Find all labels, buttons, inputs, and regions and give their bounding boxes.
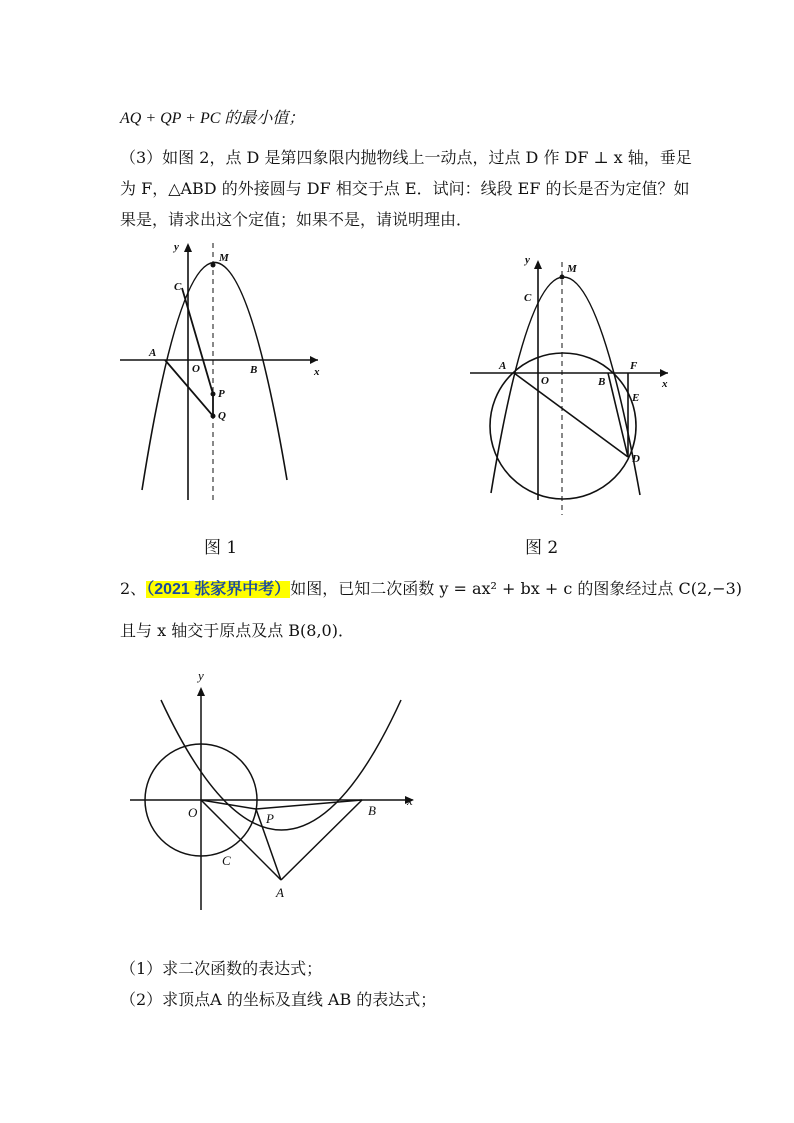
text-line-3: 为 F，△ABD 的外接圆与 DF 相交于点 E．试问：线段 EF 的长是否为定值？如 (120, 179, 690, 198)
fig1-label-y: y (174, 241, 179, 253)
fig1-label-B: B (250, 364, 258, 376)
fig2-label-E: E (632, 392, 640, 404)
fig2-x-arrow (660, 369, 668, 377)
fig2-y-arrow (534, 260, 542, 269)
figure-2-caption: 图 2 (525, 538, 559, 558)
fig1-point-P (211, 392, 216, 397)
fig1-label-M: M (219, 252, 229, 264)
fig1-label-Q: Q (218, 410, 226, 422)
fig3-label-B: B (368, 803, 376, 818)
fig1-y-arrow (184, 243, 192, 252)
fig2-label-O: O (541, 375, 549, 387)
fig3-segment-PB (256, 800, 362, 809)
question-2-source-tag: （2021 张家界中考） (146, 581, 291, 598)
subquestion-1: （1）求二次函数的表达式； (120, 959, 323, 978)
fig1-x-arrow (310, 356, 318, 364)
fig2-circumcircle (490, 353, 636, 499)
fig2-label-F: F (630, 360, 638, 372)
fig2-label-B: B (598, 376, 606, 388)
fig2-label-C: C (524, 292, 532, 304)
figure-3 (130, 687, 414, 910)
fig2-label-M: M (567, 263, 577, 275)
fig3-label-C: C (222, 853, 231, 868)
fig3-label-A: A (276, 885, 284, 900)
question-2-number: 2、 (120, 579, 147, 598)
fig3-label-x: x (407, 793, 413, 808)
fig3-label-O: O (188, 805, 198, 820)
question-2-line-1 (120, 576, 742, 599)
fig1-parabola (142, 262, 287, 490)
fig3-label-P: P (266, 811, 274, 826)
fig1-label-A: A (149, 347, 157, 359)
text-line-2: （3）如图 2，点 D 是第四象限内抛物线上一动点，过点 D 作 DF ⊥ x 轴，垂足 (120, 148, 692, 167)
figure-1 (120, 243, 318, 500)
question-2-line-2: 且与 x 轴交于原点及点 B(8,0)． (120, 621, 354, 640)
fig1-label-O: O (192, 363, 200, 375)
figure-1-caption: 图 1 (204, 538, 238, 558)
fig1-point-M (211, 263, 216, 268)
fig1-path-AQPC (165, 288, 213, 416)
fig3-label-y: y (198, 668, 204, 683)
fig1-label-C: C (174, 281, 182, 293)
fig2-label-A: A (499, 360, 507, 372)
fig3-y-arrow (197, 687, 205, 696)
fig2-label-x: x (662, 378, 668, 390)
fig2-parabola (491, 277, 640, 495)
question-2-text: 如图，已知二次函数 y = ax² + bx + c 的图象经过点 C(2,−3) (290, 579, 743, 598)
text-line-1: AQ + QP + PC 的最小值； (120, 110, 305, 127)
fig1-label-x: x (314, 366, 320, 378)
text-line-4: 果是，请求出这个定值；如果不是，请说明理由． (120, 210, 473, 229)
fig2-label-D: D (632, 453, 640, 465)
fig1-label-P: P (218, 388, 225, 400)
fig1-point-Q (211, 414, 216, 419)
fig2-label-y: y (525, 254, 530, 266)
figure-2 (470, 260, 668, 515)
fig3-segment-AB (281, 800, 362, 880)
subquestion-2: （2）求顶点A 的坐标及直线 AB 的表达式； (120, 990, 437, 1009)
fig2-point-M (560, 275, 565, 280)
